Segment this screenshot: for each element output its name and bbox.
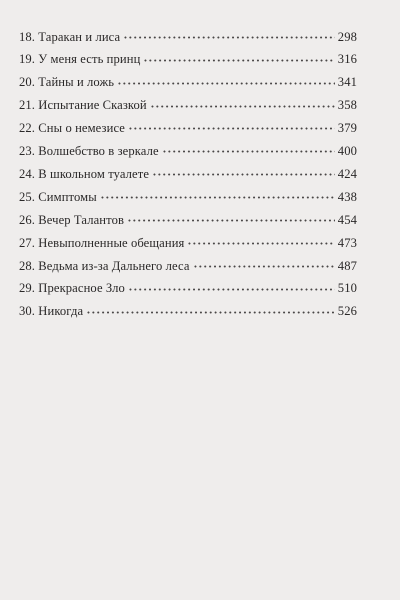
toc-entry [19,28,357,51]
chapter-title: 22. Сны о немезисе [19,121,125,136]
dot-leader [128,280,335,293]
dot-leader [86,303,335,316]
page-number: 341 [337,75,357,90]
toc-entry [19,188,357,211]
dot-leader [193,257,335,270]
toc-entry [19,97,357,120]
page-number: 400 [337,144,357,159]
page-number: 316 [337,52,357,67]
chapter-title: 23. Волшебство в зеркале [19,144,159,159]
chapter-title: 26. Вечер Талантов [19,212,125,227]
chapter-title: 20. Тайны и ложь [19,75,115,90]
dot-leader [117,74,335,87]
toc-entry [19,165,357,188]
toc-entry [19,51,357,74]
dot-leader [162,142,335,155]
toc-entry [19,142,357,165]
chapter-title: 25. Симптомы [19,189,97,204]
page-number: 487 [337,258,357,273]
dot-leader [100,188,335,201]
chapter-title: 18. Таракан и лиса [19,29,121,44]
dot-leader [143,51,334,64]
page-number: 379 [337,121,357,136]
page-number: 358 [337,98,357,113]
chapter-title: 21. Испытание Сказкой [19,98,147,113]
page-number: 454 [337,212,357,227]
chapter-title: 27. Невыполненные обещания [19,235,185,250]
dot-leader [150,97,335,110]
toc-entry [19,120,357,143]
table-of-contents [19,28,357,326]
page-number: 473 [337,235,357,250]
page-number: 438 [337,189,357,204]
toc-entry [19,211,357,234]
dot-leader [127,211,335,224]
page-number: 526 [337,304,357,319]
chapter-title: 30. Никогда [19,304,84,319]
chapter-title: 28. Ведьма из-за Дальнего леса [19,258,190,273]
toc-entry [19,280,357,303]
toc-entry [19,234,357,257]
page-number: 424 [337,166,357,181]
dot-leader [128,120,335,133]
page-number: 510 [337,281,357,296]
toc-entry [19,74,357,97]
dot-leader [152,165,335,178]
page-number: 298 [337,29,357,44]
dot-leader [123,28,335,41]
chapter-title: 29. Прекрасное Зло [19,281,125,296]
dot-leader [187,234,334,247]
chapter-title: 19. У меня есть принц [19,52,141,67]
chapter-title: 24. В школьном туалете [19,166,150,181]
toc-entry [19,303,357,326]
toc-entry [19,257,357,280]
